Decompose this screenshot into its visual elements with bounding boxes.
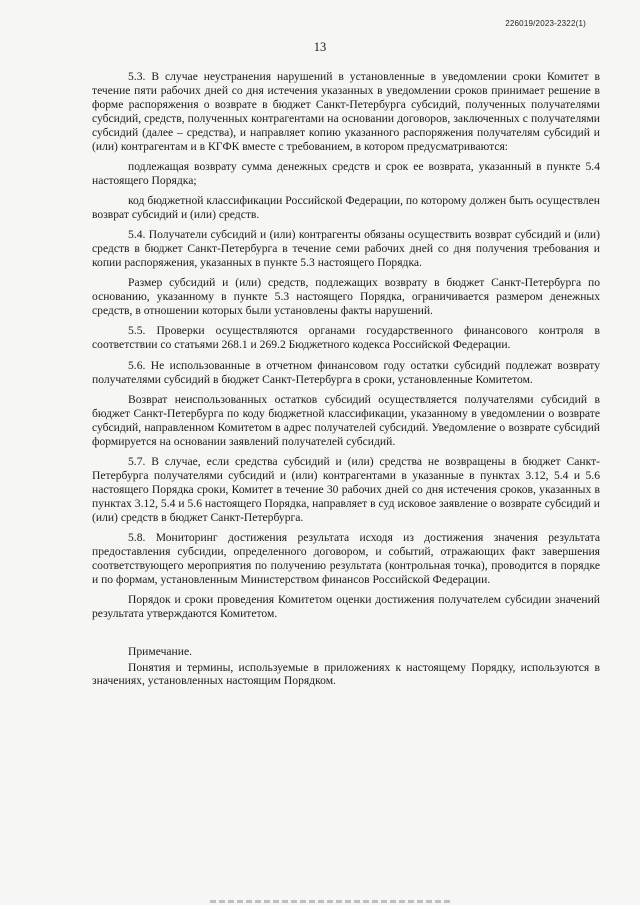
paragraph-5-3-item-code: код бюджетной классификации Российской Федерации, по которому должен быть осуществлен возврат субсидий и (или) средств. [92,194,600,221]
paragraph-5-3-item-amount: подлежащая возврату сумма денежных средств и срок ее возврата, указанный в пункте 5.4 настоящего Порядка; [92,159,600,187]
paragraph-5-8-evaluation: Порядок и сроки проведения Комитетом оценки достижения получателем субсидии значений результата утверждаются Комитетом. [92,592,600,620]
page-number: 13 [313,40,327,54]
paragraph-5-6-return: Возврат неиспользованных остатков субсидий осуществляется получателями субсидий в бюджет Санкт-Петербурга по коду бюджетной классификации, указанному в уведомлении о возврате субсидий, направленном Комитетом в адрес получателей субсидий. Уведомление о возврате субсидий формируется на основании заявлений получателей субсидий. [92,392,600,448]
paragraph-5-6: 5.6. Не использованные в отчетном финансовом году остатки субсидий подлежат возврату получателями субсидий в бюджет Санкт-Петербурга в сроки, установленные Комитетом. [92,358,600,386]
paragraph-5-4-amount: Размер субсидий и (или) средств, подлежащих возврату в бюджет Санкт-Петербурга по основанию, указанному в пункте 5.3 настоящего Порядка, ограничивается размером денежных средств, в отношении которых были установлены факты нарушений. [92,276,600,318]
note-heading: Примечание. [128,644,192,658]
scan-artifact-line [210,900,450,903]
paragraph-5-3: 5.3. В случае неустранения нарушений в установленные в уведомлении сроки Комитет в течение пяти рабочих дней со дня истечения указанных в уведомлении сроков принимает решение в форме распоряжения о возврате в бюджет Санкт-Петербурга субсидий, полученных получателями субсидий, средств, полученных контрагентами на основании договоров, заключенных с получателями субсидий (далее – средства), и направляет копию указанного распоряжения получателям субсидий и (или) контрагентам и в КГФК вместе с требованием, в котором предусматриваются: [92,70,600,153]
document-id: 226019/2023-2322(1) [505,19,586,28]
paragraph-5-5: 5.5. Проверки осуществляются органами государственного финансового контроля в соответствии со статьями 268.1 и 269.2 Бюджетного кодекса Российской Федерации. [92,324,600,352]
paragraph-5-7: 5.7. В случае, если средства субсидий и (или) средства не возвращены в бюджет Санкт-Петербурга получателями субсидий и (или) контрагентами в указанные в пунктах 3.12, 5.4 и 5.6 настоящего Порядка сроки, Комитет в течение 30 рабочих дней со дня истечения сроков, указанных в пунктах 3.12, 5.4 и 5.6 настоящего Порядка, направляет в суд исковое заявление о возврате субсидий и (или) средств в бюджет Санкт-Петербурга. [92,454,600,524]
note-text: Понятия и термины, используемые в приложениях к настоящему Порядку, используются в значениях, установленных настоящим Порядком. [92,660,600,688]
paragraph-5-4: 5.4. Получатели субсидий и (или) контрагенты обязаны осуществить возврат субсидий и (или) средств в бюджет Санкт-Петербурга в течение семи рабочих дней со дня получения требования и копии распоряжения, указанных в пункте 5.3 настоящего Порядка. [92,228,600,270]
paragraph-5-8: 5.8. Мониторинг достижения результата исходя из достижения значения результата предоставления субсидии, определенного договором, и событий, отражающих факт завершения соответствующего мероприятия по получению результата (контрольная точка), проводится в порядке и по формам, установленным Министерством финансов Российской Федерации. [92,530,600,586]
document-body [92,70,600,695]
